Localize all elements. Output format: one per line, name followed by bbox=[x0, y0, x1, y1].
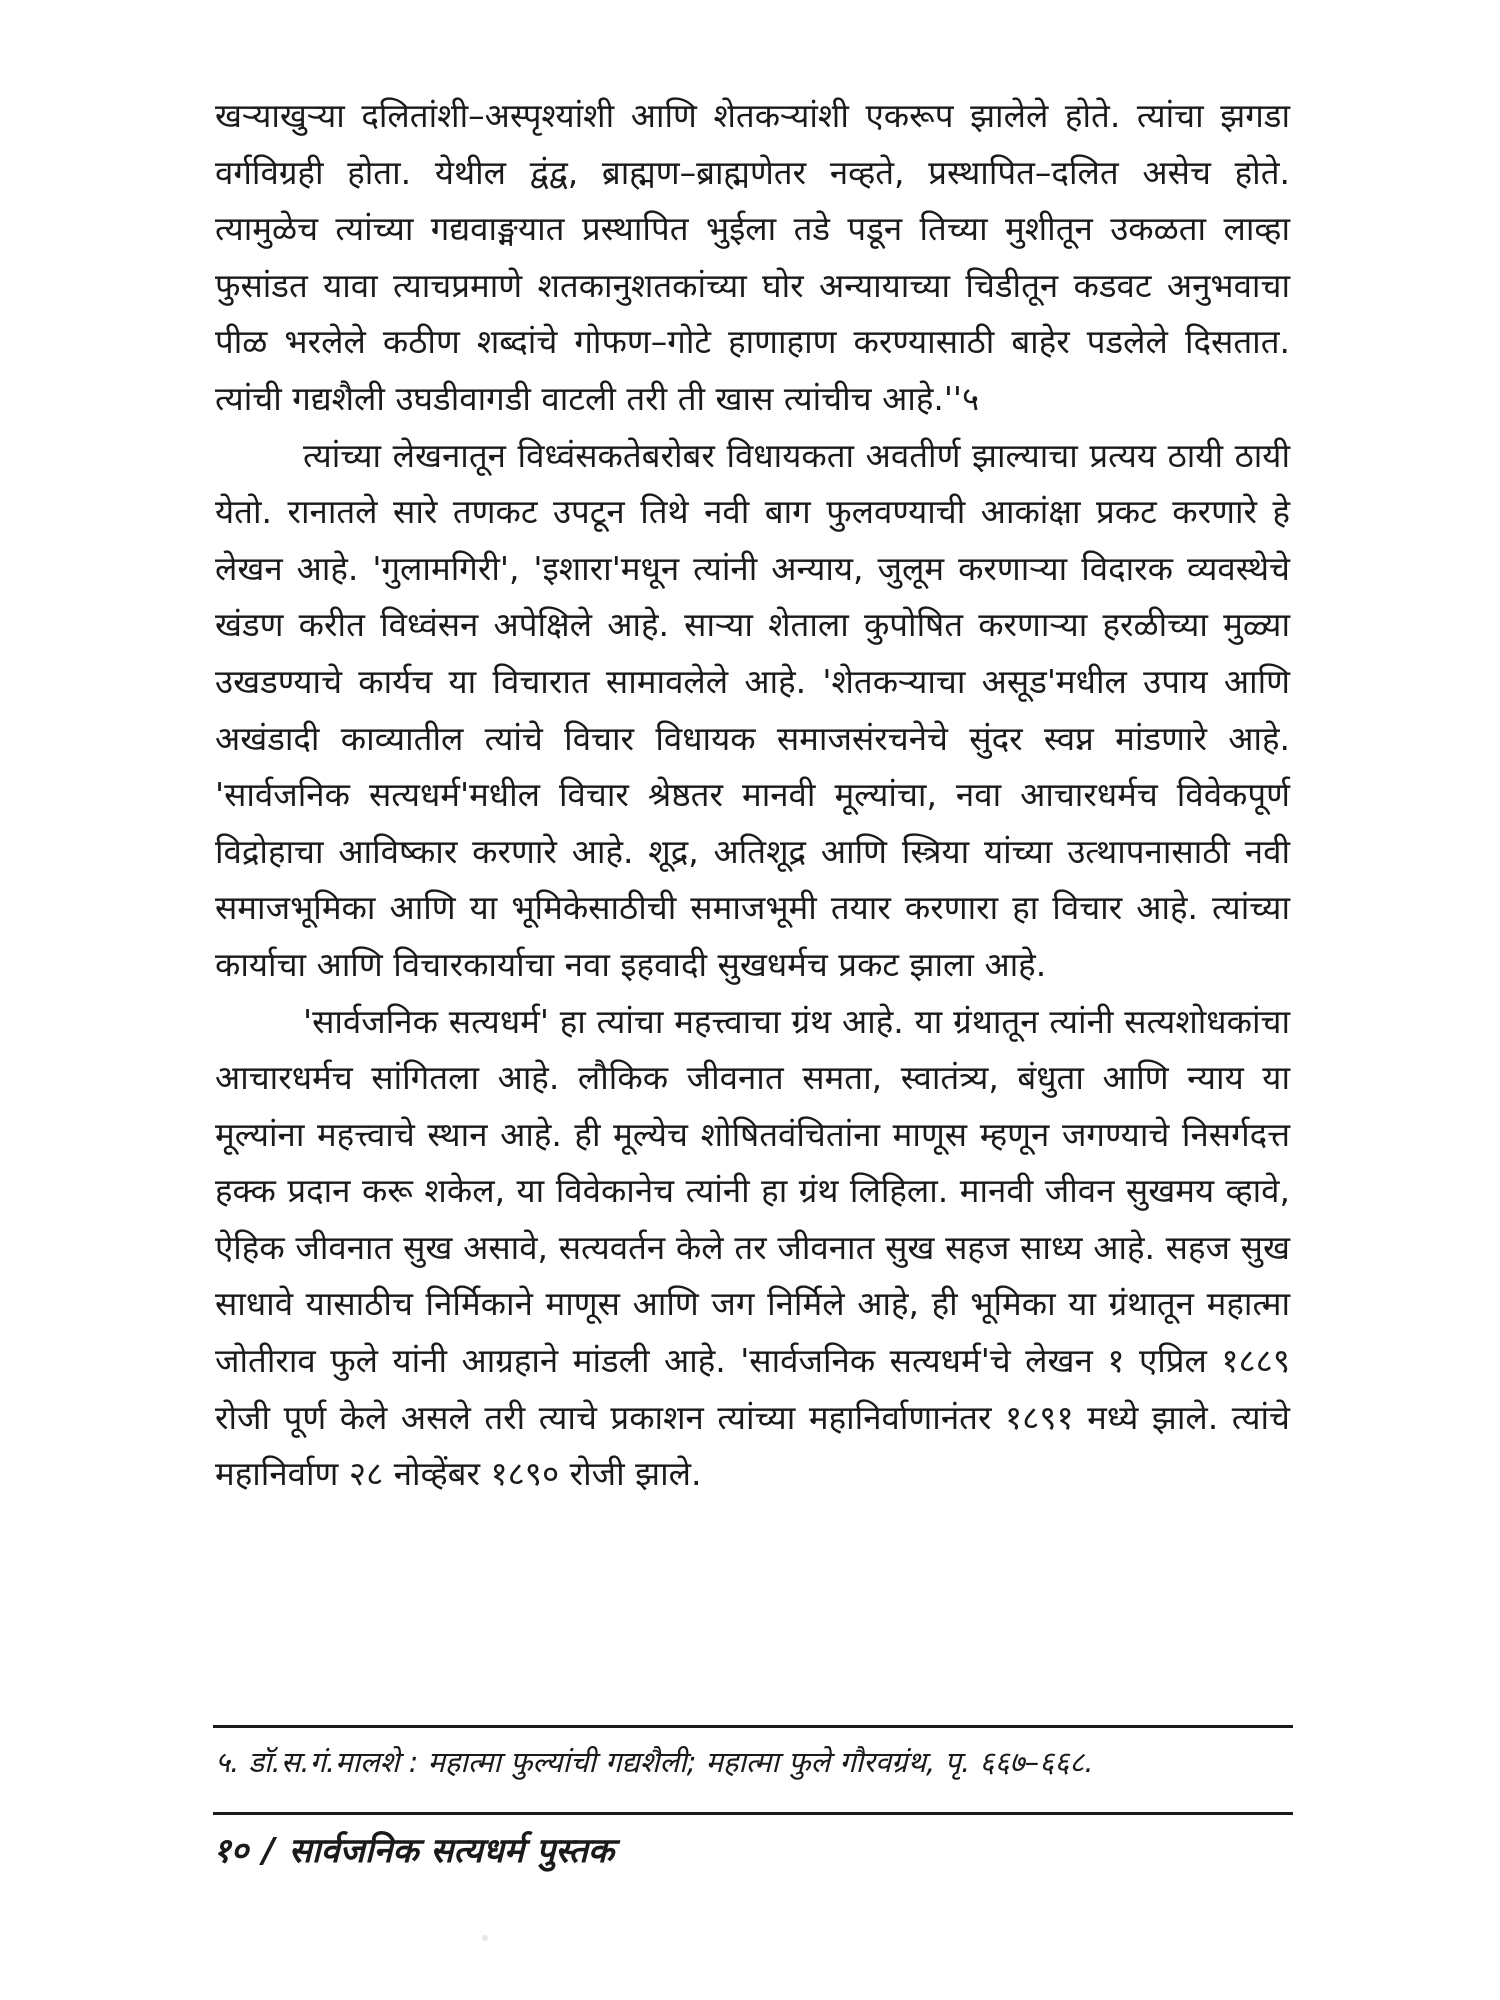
paragraph-quote-continuation: खऱ्याखुऱ्या दलितांशी–अस्पृश्यांशी आणि शेतकऱ्यांशी एकरूप झालेले होते. त्यांचा झगडा वर्गविग्रही होता. येथील द्वंद्व, ब्राह्मण–ब्राह्मणेतर नव्हते, प्रस्थापित–दलित असेच होते. त्यामुळेच त्यांच्या गद्यवाङ्मयात प्रस्थापित भुईला तडे पडून तिच्या मुशीतून उकळता लाव्हा फुसांडत यावा त्याचप्रमाणे शतकानुशतकांच्या घोर अन्यायाच्या चिडीतून कडवट अनुभवाचा पीळ भरलेले कठीण शब्दांचे गोफण–गोटे हाणाहाण करण्यासाठी बाहेर पडलेले दिसतात. त्यांची गद्यशैली उघडीवागडी वाटली तरी ती खास त्यांचीच आहे.''५ bbox=[215, 96, 1290, 418]
page-number: १० bbox=[213, 1831, 249, 1871]
page-folio bbox=[213, 1826, 1288, 1876]
footnote: ५. डॉ.स.गं.मालशे : महात्मा फुल्यांची गद्यशैली; महात्मा फुले गौरवग्रंथ, पृ. ६६७–६६८. bbox=[215, 1745, 1094, 1779]
folio-separator: / bbox=[262, 1831, 275, 1871]
paragraph-constructive-writing: त्यांच्या लेखनातून विध्वंसकतेबरोबर विधायकता अवतीर्ण झाल्याचा प्रत्यय ठायी ठायी येतो. रानातले सारे तणकट उपटून तिथे नवी बाग फुलवण्याची आकांक्षा प्रकट करणारे हे लेखन आहे. 'गुलामगिरी', 'इशारा'मधून त्यांनी अन्याय, जुलूम करणाऱ्या विदारक व्यवस्थेचे खंडण करीत विध्वंसन अपेक्षिले आहे. साऱ्या शेताला कुपोषित करणाऱ्या हरळीच्या मुळ्या उखडण्याचे कार्यच या विचारात सामावलेले आहे. 'शेतकऱ्याचा असूड'मधील उपाय आणि अखंडादी काव्यातील त्यांचे विचार विधायक समाजसंरचनेचे सुंदर स्वप्न मांडणारे आहे. 'सार्वजनिक सत्यधर्म'मधील विचार श्रेष्ठतर मानवी मूल्यांचा, नवा आचारधर्मच विवेकपूर्ण विद्रोहाचा आविष्कार करणारे आहे. शूद्र, अतिशूद्र आणि स्त्रिया यांच्या उत्थापनासाठी नवी समाजभूमिका आणि या भूमिकेसाठीची समाजभूमी तयार करणारा हा विचार आहे. त्यांच्या कार्याचा आणि विचारकार्याचा नवा इहवादी सुखधर्मच प्रकट झाला आहे. bbox=[215, 435, 1290, 984]
scan-speck bbox=[482, 1935, 488, 1941]
book-title: सार्वजनिक सत्यधर्म पुस्तक bbox=[288, 1831, 615, 1871]
body-text bbox=[215, 88, 1290, 1503]
footnote-rule bbox=[213, 1725, 1293, 1728]
paragraph-sarvajanik-satyadharma: 'सार्वजनिक सत्यधर्म' हा त्यांचा महत्त्वाचा ग्रंथ आहे. या ग्रंथातून त्यांनी सत्यशोधकांचा आचारधर्मच सांगितला आहे. लौकिक जीवनात समता, स्वातंत्र्य, बंधुता आणि न्याय या मूल्यांना महत्त्वाचे स्थान आहे. ही मूल्येच शोषितवंचितांना माणूस म्हणून जगण्याचे निसर्गदत्त हक्क प्रदान करू शकेल, या विवेकानेच त्यांनी हा ग्रंथ लिहिला. मानवी जीवन सुखमय व्हावे, ऐहिक जीवनात सुख असावे, सत्यवर्तन केले तर जीवनात सुख सहज साध्य आहे. सहज सुख साधावे यासाठीच निर्मिकाने माणूस आणि जग निर्मिले आहे, ही भूमिका या ग्रंथातून महात्मा जोतीराव फुले यांनी आग्रहाने मांडली आहे. 'सार्वजनिक सत्यधर्म'चे लेखन १ एप्रिल १८८९ रोजी पूर्ण केले असले तरी त्याचे प्रकाशन त्यांच्या महानिर्वाणानंतर १८९१ मध्ये झाले. त्यांचे महानिर्वाण २८ नोव्हेंबर १८९० रोजी झाले. bbox=[215, 1001, 1290, 1494]
folio-rule bbox=[213, 1812, 1293, 1815]
